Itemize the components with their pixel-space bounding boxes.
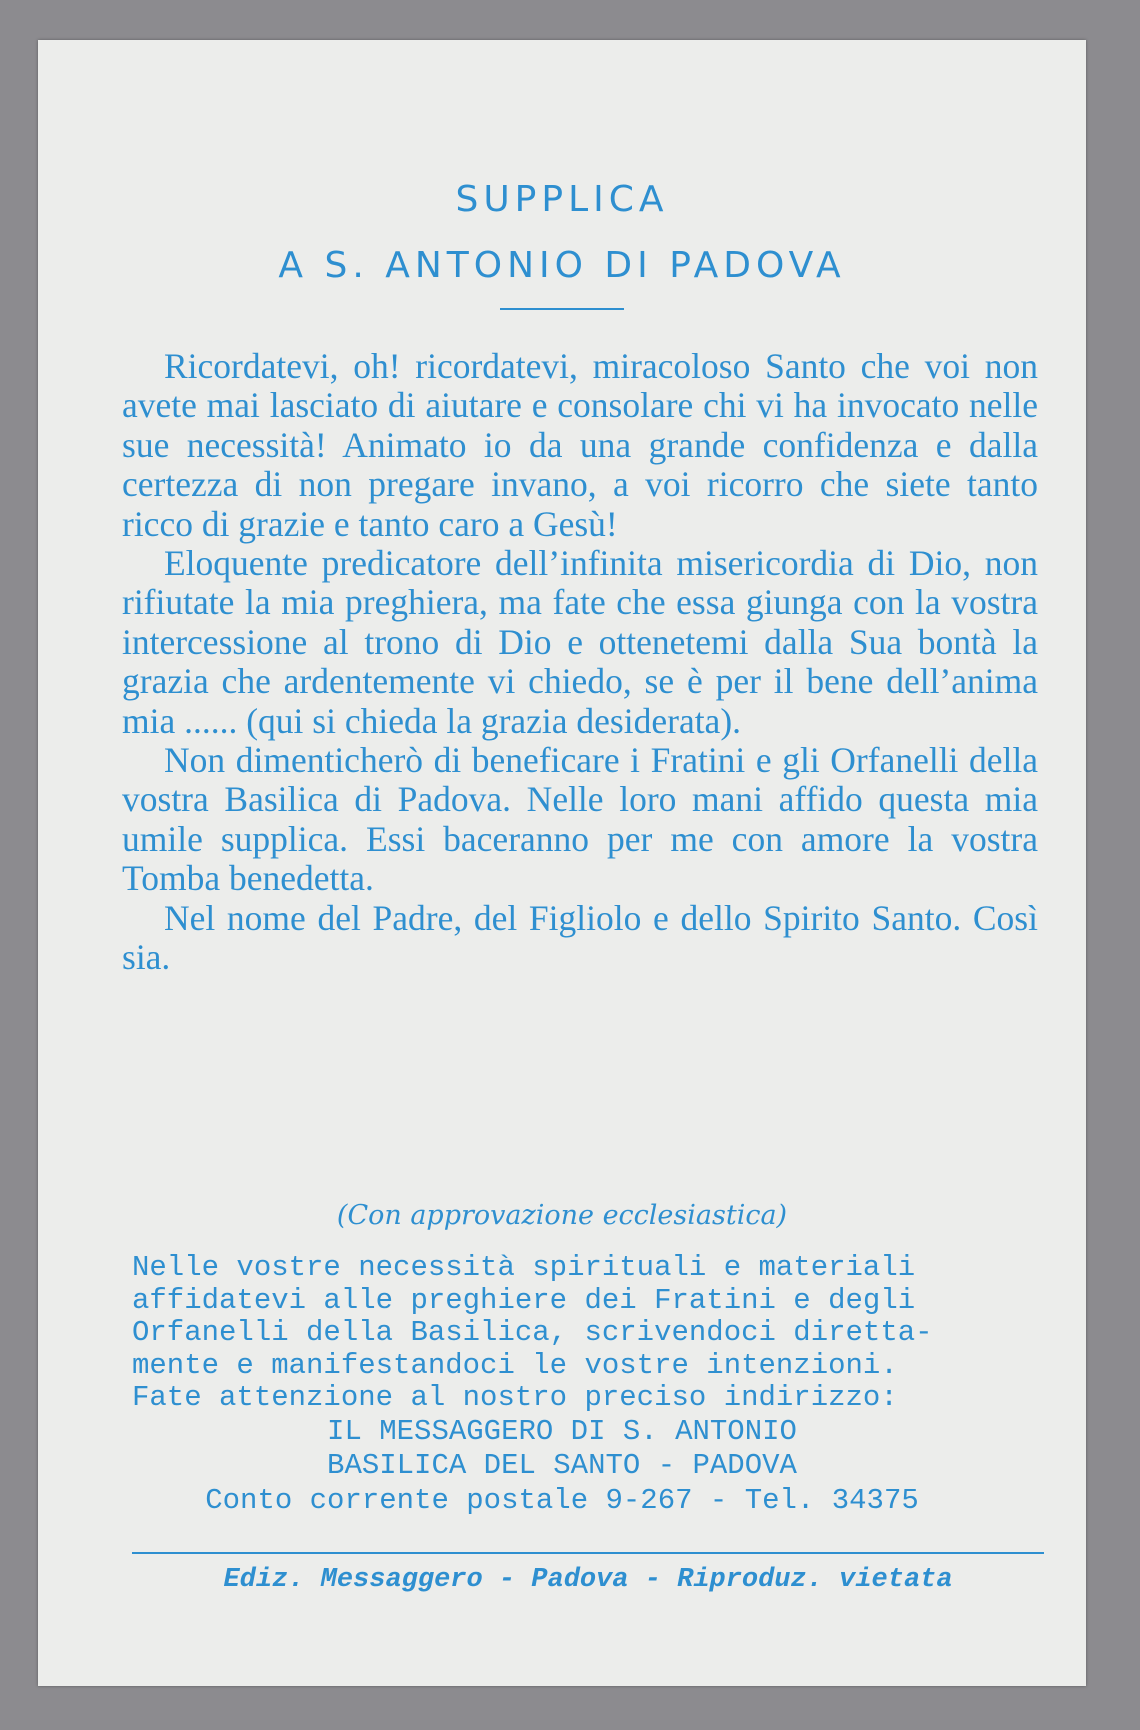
notice-line: Fate attenzione al nostro preciso indirizzo: (132, 1381, 898, 1414)
prayer-paragraph: Ricordatevi, oh! ricordatevi, miracoloso Santo che voi non avete mai lasciato di aiutare e consolare chi vi ha invocato nelle sue necessità! Animato io da una grande confidenza e dalla certezza di non pregare invano, a voi ricorro che siete tanto ricco di grazie e tanto caro a Gesù! (122, 346, 1038, 544)
address-line-publisher: IL MESSAGGERO DI S. ANTONIO (327, 1415, 797, 1448)
footer-divider (132, 1552, 1044, 1554)
address-line-basilica: BASILICA DEL SANTO - PADOVA (327, 1449, 797, 1482)
prayer-paragraph: Nel nome del Padre, del Figliolo e dello Spirito Santo. Così sia. (122, 897, 1038, 978)
card-title-line2: A S. ANTONIO DI PADOVA (278, 245, 846, 286)
prayer-paragraph: Eloquente predicatore dell’infinita misericordia di Dio, non rifiutate la mia preghiera, ma fate che essa giunga con la vostra intercessione al trono di Dio e ottenetemi dalla Sua bontà la grazia che ardentemente vi chiedo, se è per il bene dell’anima mia ...... (qui si chieda la grazia desiderata). (122, 543, 1038, 741)
prayer-card (38, 40, 1086, 1686)
footer-credit: Ediz. Messaggero - Padova - Riproduz. vietata (223, 1565, 953, 1595)
title-divider (500, 308, 624, 310)
prayer-paragraph: Non dimenticherò di beneficare i Fratini e gli Orfanelli della vostra Basilica di Padova. Nelle loro mani affido questa mia umile supplica. Essi baceranno per me con amore la vostra Tomba benedetta. (122, 740, 1038, 899)
notice-line: Nelle vostre necessità spirituali e materiali (132, 1251, 916, 1284)
approval-note: (Con approvazione ecclesiastica) (336, 1200, 788, 1231)
notice-line: mente e manifestandoci le vostre intenzioni. (132, 1348, 898, 1382)
address-line-account: Conto corrente postale 9-267 - Tel. 34375 (205, 1484, 919, 1517)
notice-line: affidatevi alle preghiere dei Fratini e degli (132, 1283, 916, 1317)
card-title-line1: SUPPLICA (455, 179, 669, 220)
prayer-text (122, 347, 1038, 978)
notice-line: Orfanelli della Basilica, scrivendoci diretta- (132, 1316, 933, 1349)
notice-text (132, 1252, 1040, 1415)
